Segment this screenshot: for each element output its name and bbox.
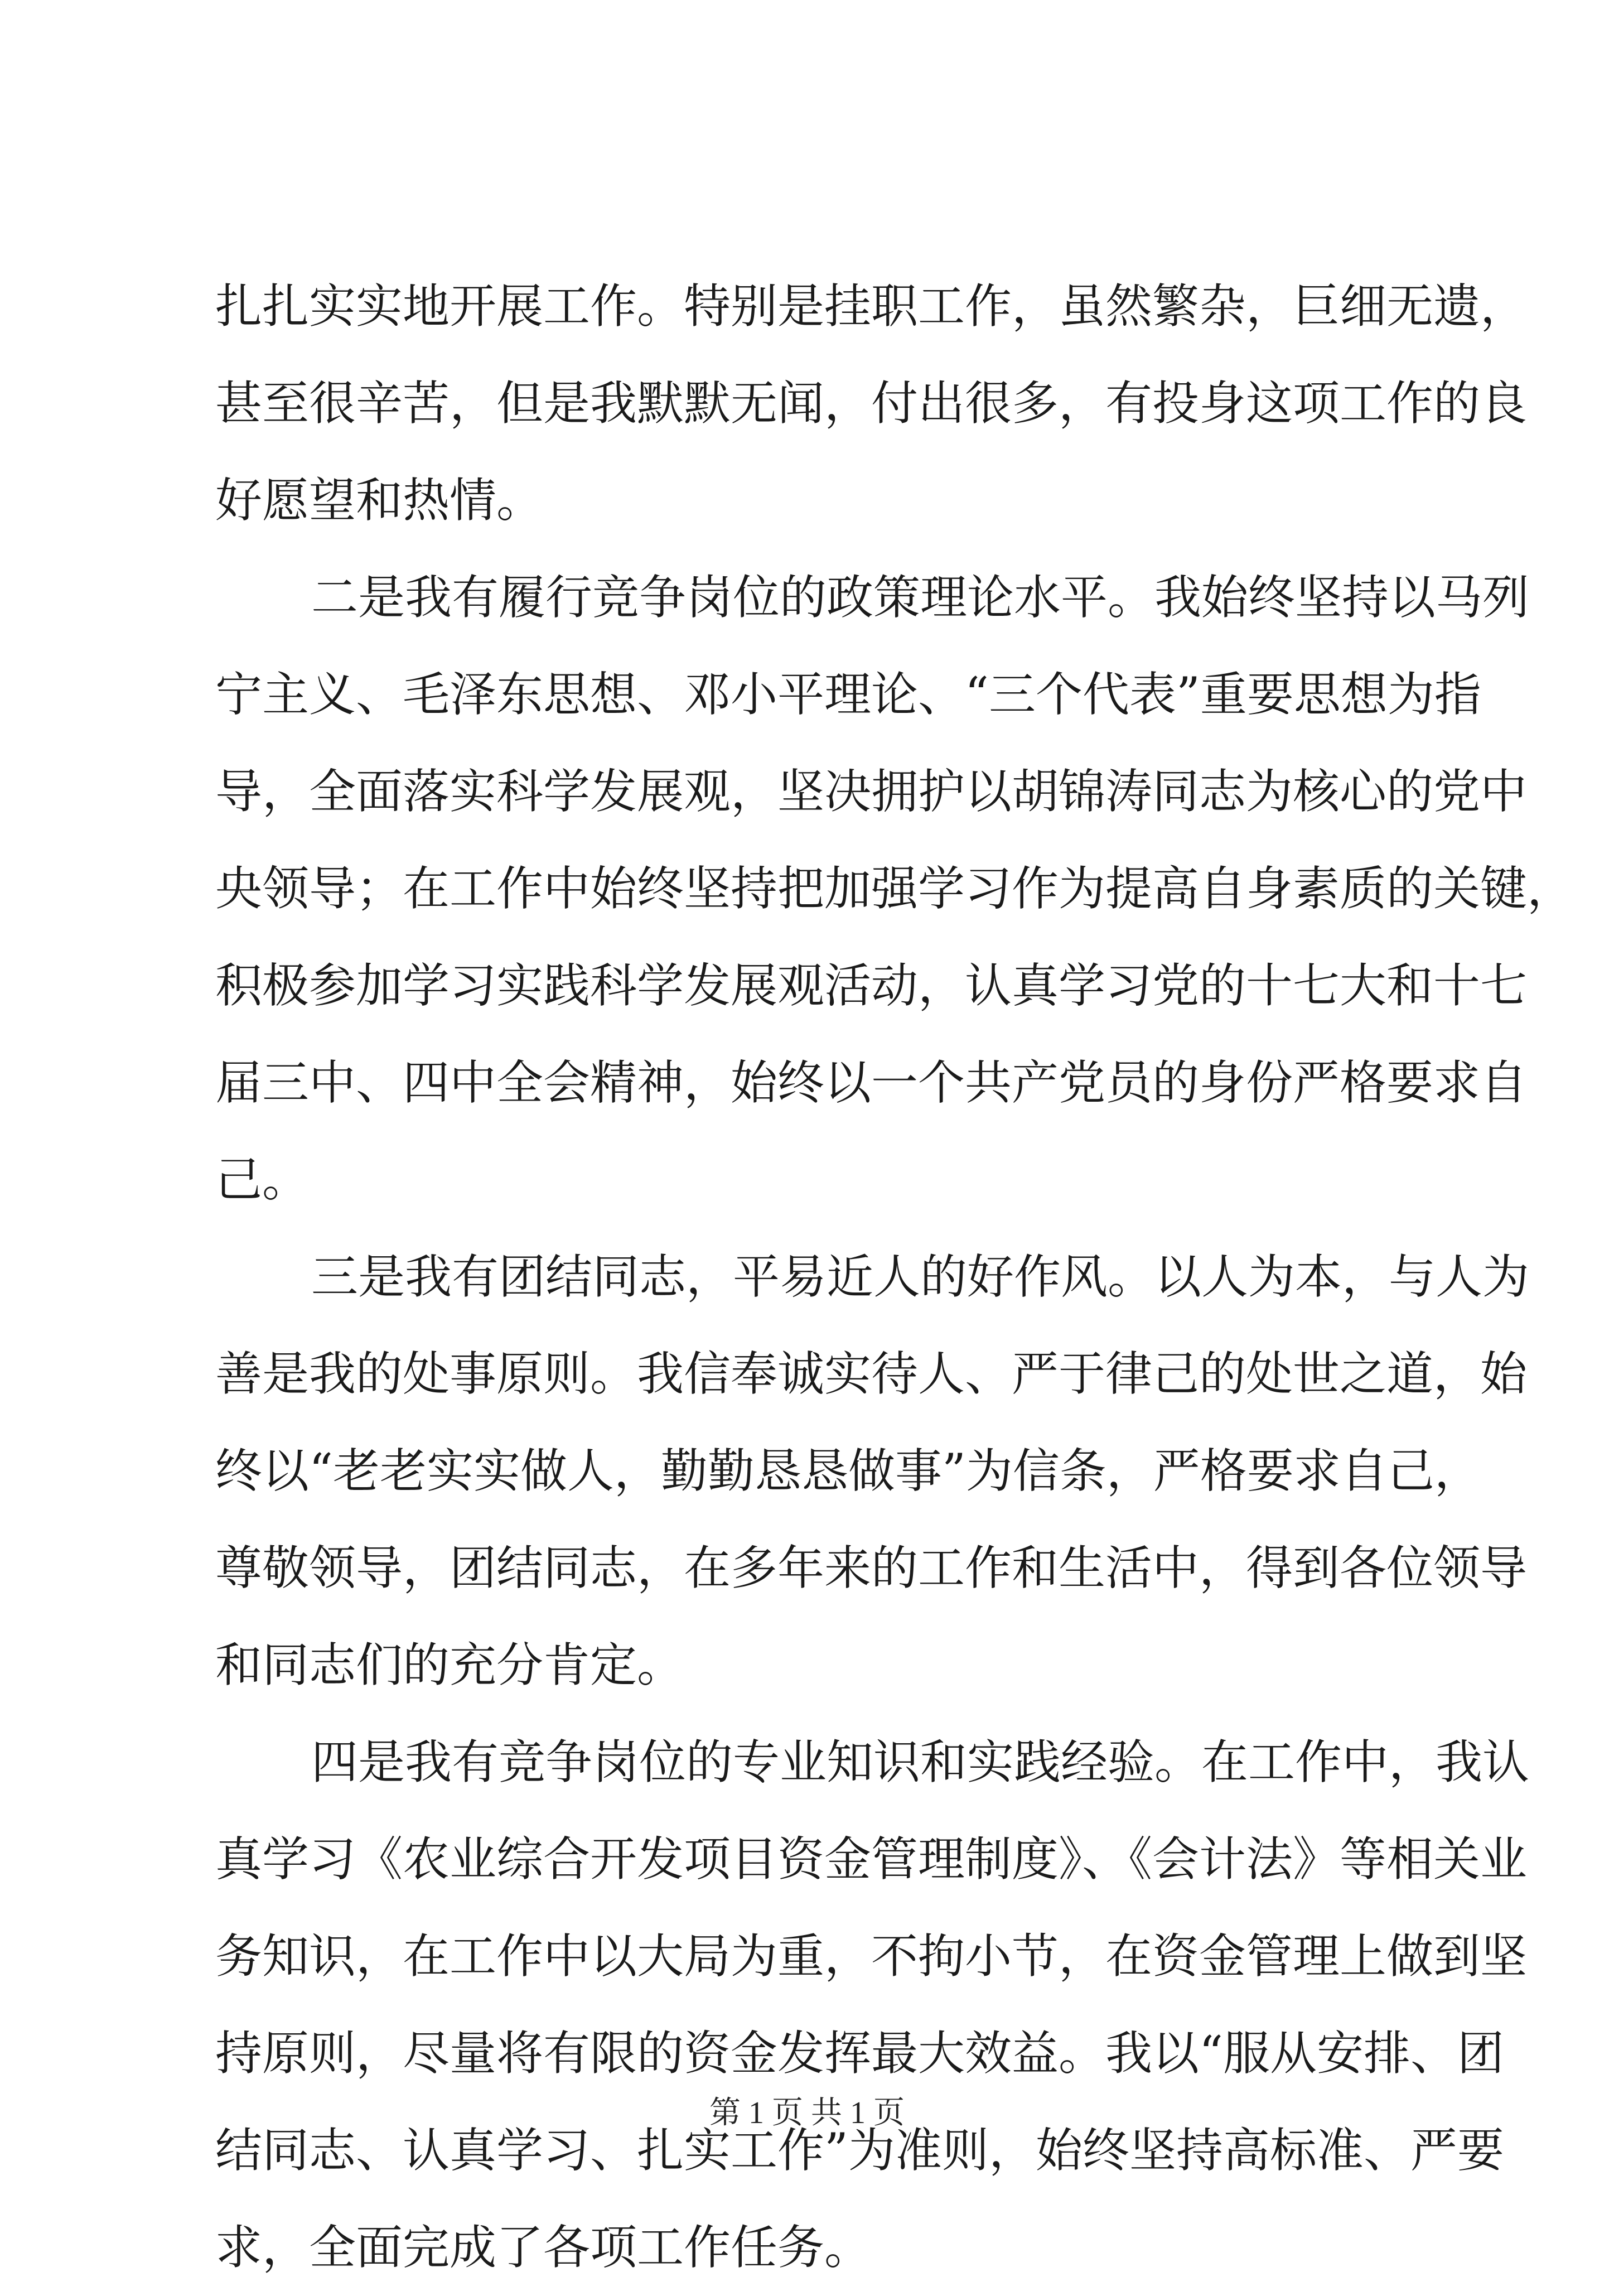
text-line: 善是我的处事原则。我信奉诚实待人、严于律己的处世之道，始 (215, 1347, 1528, 1401)
paragraph-continuation (215, 258, 1528, 549)
text-line: 求，全面完成了各项工作任务。 (215, 2220, 872, 2275)
text-line: 好愿望和热情。 (215, 473, 544, 528)
text-line: 宁主义、毛泽东思想、邓小平理论、“三个代表”重要思想为指 (215, 667, 1481, 722)
text-line: 扎扎实实地开展工作。特别是挂职工作，虽然繁杂，巨细无遗， (215, 279, 1528, 334)
text-line: 二是我有履行竞争岗位的政策理论水平。我始终坚持以马列 (311, 570, 1530, 625)
text-line: 甚至很辛苦，但是我默默无闻，付出很多，有投身这项工作的良 (215, 376, 1528, 431)
text-line: 四是我有竞争岗位的专业知识和实践经验。在工作中，我认 (311, 1735, 1530, 1789)
text-line: 终以“老老实实做人，勤勤恳恳做事”为信条，严格要求自己， (215, 1444, 1481, 1498)
text-line: 届三中、四中全会精神，始终以一个共产党员的身份严格要求自 (215, 1055, 1528, 1110)
text-line: 真学习《农业综合开发项目资金管理制度》、《会计法》等相关业 (215, 1832, 1528, 1887)
text-line: 央领导；在工作中始终坚持把加强学习作为提高自身素质的关键， (215, 861, 1574, 916)
text-line: 积极参加学习实践科学发展观活动，认真学习党的十七大和十七 (215, 958, 1528, 1013)
text-line: 己。 (215, 1152, 310, 1207)
text-line: 务知识，在工作中以大局为重，不拘小节，在资金管理上做到坚 (215, 1929, 1528, 1984)
document-body (215, 258, 1574, 2296)
text-line: 尊敬领导，团结同志，在多年来的工作和生活中，得到各位领导 (215, 1541, 1528, 1595)
text-line: 三是我有团结同志，平易近人的好作风。以人为本，与人为 (311, 1250, 1530, 1304)
paragraph-theory (215, 549, 1574, 1228)
text-line: 和同志们的充分肯定。 (215, 1638, 684, 1692)
page-number-footer: 第 1 页 共 1 页 (709, 2096, 905, 2130)
text-line: 持原则，尽量将有限的资金发挥最大效益。我以“服从安排、团 (215, 2026, 1504, 2081)
text-line: 结同志、认真学习、扎实工作”为准则，始终坚持高标准、严要 (215, 2123, 1504, 2178)
text-line: 导，全面落实科学发展观，坚决拥护以胡锦涛同志为核心的党中 (215, 764, 1528, 819)
paragraph-style (215, 1228, 1530, 1714)
paragraph-expertise (215, 1714, 1530, 2296)
